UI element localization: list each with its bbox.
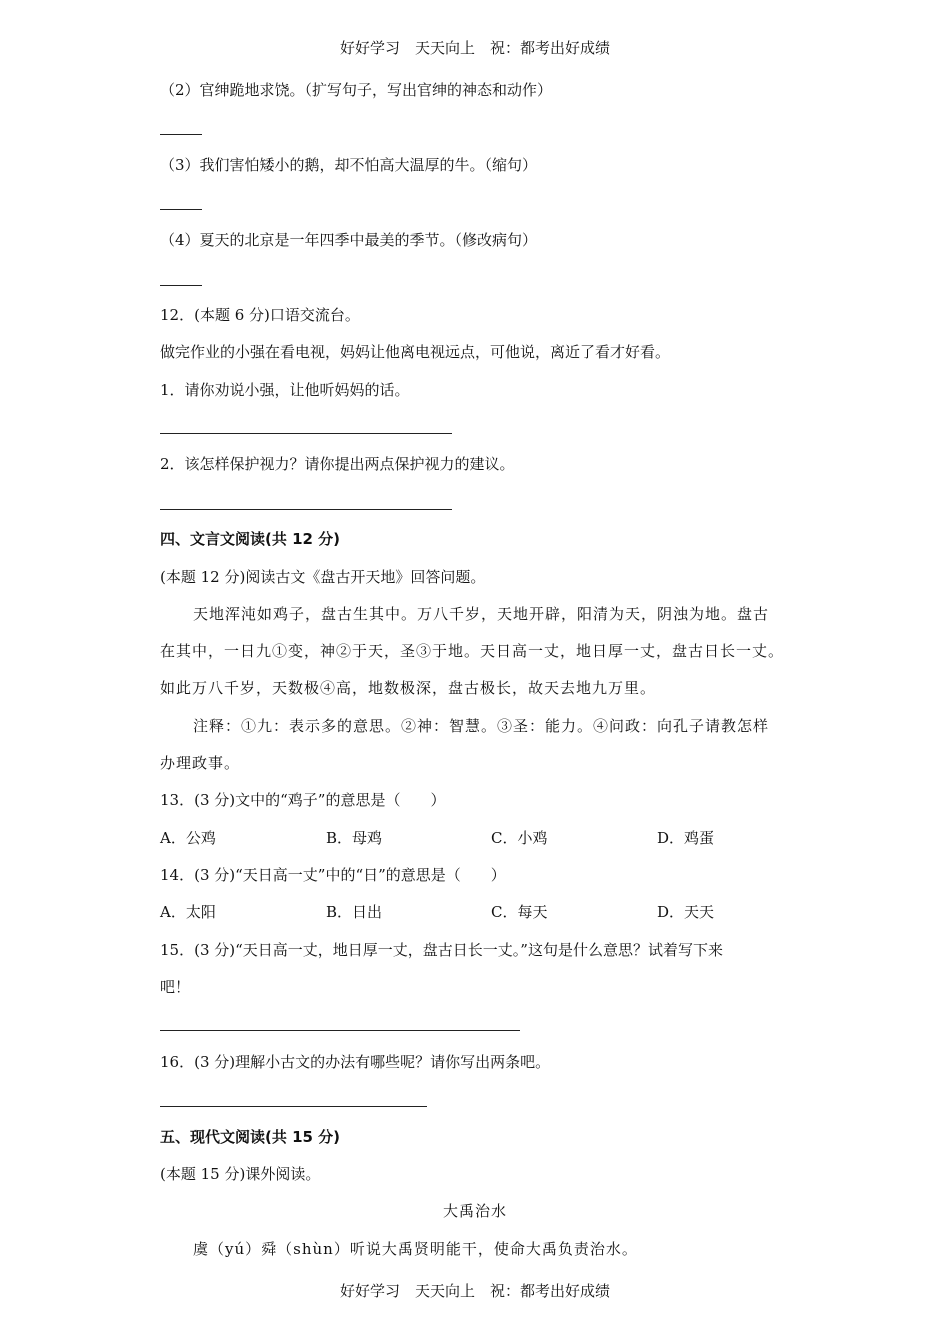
q11-item2: （2）官绅跪地求饶。（扩写句子，写出官绅的神态和动作） — [160, 81, 553, 99]
notes-line-2: 办理政事。 — [160, 754, 241, 772]
q11-item4: （4）夏天的北京是一年四季中最美的季节。（修改病句） — [160, 231, 538, 249]
section5-heading: 五、现代文阅读(共 15 分) — [160, 1128, 341, 1146]
q16-stem: 16．(3 分)理解小古文的办法有哪些呢？请你写出两条吧。 — [160, 1053, 551, 1071]
article-first-line: 虞（yú）舜（shùn）听说大禹贤明能干，使命大禹负责治水。 — [193, 1240, 638, 1258]
section4-heading: 四、文言文阅读(共 12 分) — [160, 530, 341, 548]
q12-sub2: 2．该怎样保护视力？请你提出两点保护视力的建议。 — [160, 455, 515, 473]
q14-option-b[interactable]: B．日出 — [326, 903, 383, 921]
article-title: 大禹治水 — [442, 1202, 507, 1220]
q16-answer-line[interactable] — [160, 1106, 427, 1107]
page-footer: 好好学习 天天向上 祝：都考出好成绩 — [339, 1282, 610, 1300]
q11-item4-answer-blank[interactable] — [160, 285, 202, 286]
q11-item3: （3）我们害怕矮小的鹅，却不怕高大温厚的牛。（缩句） — [160, 156, 538, 174]
q12-sub1: 1．请你劝说小强，让他听妈妈的话。 — [160, 381, 410, 399]
q14-option-a[interactable]: A．太阳 — [160, 903, 216, 921]
q12-title: 12．(本题 6 分)口语交流台。 — [160, 306, 360, 324]
section5-intro: (本题 15 分)课外阅读。 — [160, 1165, 321, 1183]
q13-option-b[interactable]: B．母鸡 — [326, 829, 383, 847]
q13-option-a[interactable]: A．公鸡 — [160, 829, 216, 847]
q13-stem: 13．(3 分)文中的“鸡子”的意思是（ ） — [160, 791, 446, 809]
section4-intro: (本题 12 分)阅读古文《盘古开天地》回答问题。 — [160, 568, 486, 586]
passage-line-1: 天地浑沌如鸡子，盘古生其中。万八千岁，天地开辟，阳清为天，阴浊为地。盘古 — [193, 605, 770, 623]
passage-line-2: 在其中，一日九①变，神②于天，圣③于地。天日高一丈，地日厚一丈，盘古日长一丈。 — [160, 642, 785, 660]
q12-sub2-answer-line[interactable] — [160, 509, 452, 510]
q11-item3-answer-blank[interactable] — [160, 209, 202, 210]
q13-option-c[interactable]: C．小鸡 — [491, 829, 548, 847]
notes-line-1: 注释：①九：表示多的意思。②神：智慧。③圣：能力。④问政：向孔子请教怎样 — [193, 717, 770, 735]
q15-stem-line-2: 吧！ — [160, 978, 191, 996]
q14-option-c[interactable]: C．每天 — [491, 903, 548, 921]
q11-item2-answer-blank[interactable] — [160, 134, 202, 135]
q15-stem-line-1: 15．(3 分)“天日高一丈，地日厚一丈，盘古日长一丈。”这句是什么意思？试着写下来 — [160, 941, 723, 959]
q13-option-d[interactable]: D．鸡蛋 — [657, 829, 715, 847]
q14-stem: 14．(3 分)“天日高一丈”中的“日”的意思是（ ） — [160, 866, 506, 884]
q12-sub1-answer-line[interactable] — [160, 433, 452, 434]
q15-answer-line[interactable] — [160, 1030, 520, 1031]
passage-line-3: 如此万八千岁，天数极④高，地数极深，盘古极长，故天去地九万里。 — [160, 679, 657, 697]
q12-context: 做完作业的小强在看电视，妈妈让他离电视远点，可他说，离近了看才好看。 — [160, 343, 671, 361]
page-header: 好好学习 天天向上 祝：都考出好成绩 — [339, 39, 610, 57]
q14-option-d[interactable]: D．天天 — [657, 903, 715, 921]
